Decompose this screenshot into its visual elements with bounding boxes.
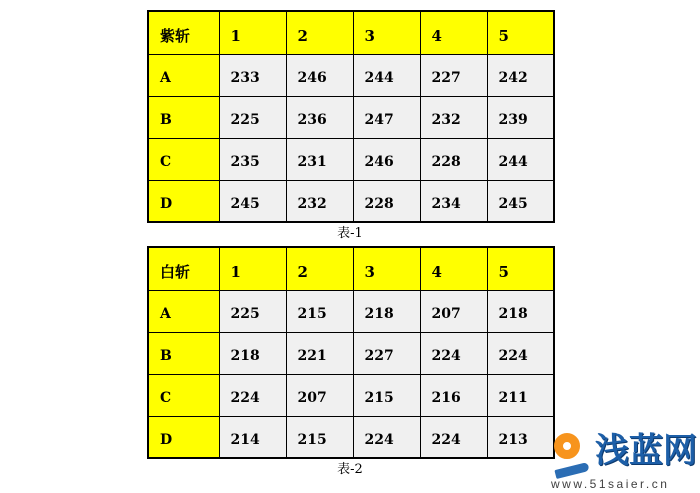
data-cell: 234: [420, 180, 487, 222]
data-cell: 207: [286, 374, 353, 416]
site-watermark: [551, 427, 697, 491]
data-cell: 215: [286, 290, 353, 332]
brand-name: 浅蓝网: [595, 431, 697, 471]
data-cell: 232: [420, 96, 487, 138]
data-cell: 224: [219, 374, 286, 416]
data-cell: 207: [420, 290, 487, 332]
data-cell: 215: [286, 416, 353, 458]
data-cell: 244: [353, 54, 420, 96]
brand-logo: [551, 427, 697, 475]
column-header-cell: 1: [219, 247, 286, 290]
column-header-cell: 4: [420, 247, 487, 290]
table-2: [147, 246, 555, 459]
table-row: [148, 54, 554, 96]
table-1: [147, 10, 555, 223]
data-cell: 216: [420, 374, 487, 416]
data-cell: 245: [219, 180, 286, 222]
data-cell: 228: [353, 180, 420, 222]
row-label-cell: B: [148, 332, 219, 374]
data-cell: 246: [353, 138, 420, 180]
table-row: [148, 374, 554, 416]
row-label-cell: C: [148, 374, 219, 416]
data-cell: 211: [487, 374, 554, 416]
data-cell: 218: [219, 332, 286, 374]
data-cell: 214: [219, 416, 286, 458]
data-cell: 225: [219, 290, 286, 332]
data-cell: 227: [353, 332, 420, 374]
column-header-cell: 5: [487, 11, 554, 54]
table-row: [148, 332, 554, 374]
data-cell: 227: [420, 54, 487, 96]
row-label-cell: B: [148, 96, 219, 138]
data-cell: 218: [487, 290, 554, 332]
data-cell: 215: [353, 374, 420, 416]
column-header-cell: 3: [353, 247, 420, 290]
brand-url: www.51saier.cn: [551, 477, 670, 491]
data-cell: 232: [286, 180, 353, 222]
table-row: [148, 138, 554, 180]
data-cell: 224: [420, 332, 487, 374]
data-cell: 245: [487, 180, 554, 222]
column-header-cell: 3: [353, 11, 420, 54]
data-cell: 247: [353, 96, 420, 138]
column-header-cell: 2: [286, 247, 353, 290]
table-1-caption: 表-1: [337, 226, 363, 241]
table-row: [148, 180, 554, 222]
row-label-cell: D: [148, 180, 219, 222]
q-ring-icon: [554, 433, 580, 459]
data-cell: 233: [219, 54, 286, 96]
column-header-cell: 1: [219, 11, 286, 54]
data-cell: 221: [286, 332, 353, 374]
data-cell: 228: [420, 138, 487, 180]
table-row: [148, 11, 554, 54]
table-row: [148, 416, 554, 458]
data-cell: 224: [353, 416, 420, 458]
table-row: [148, 247, 554, 290]
table-1-title: 紫斩: [148, 11, 219, 54]
column-header-cell: 2: [286, 11, 353, 54]
table-row: [148, 96, 554, 138]
row-label-cell: C: [148, 138, 219, 180]
data-cell: 213: [487, 416, 554, 458]
column-header-cell: 5: [487, 247, 554, 290]
data-cell: 218: [353, 290, 420, 332]
row-label-cell: A: [148, 54, 219, 96]
tables-area: [147, 0, 553, 478]
data-cell: 224: [420, 416, 487, 458]
table-row: [148, 290, 554, 332]
data-cell: 236: [286, 96, 353, 138]
data-cell: 246: [286, 54, 353, 96]
data-cell: 235: [219, 138, 286, 180]
table-2-title: 白斩: [148, 247, 219, 290]
data-cell: 239: [487, 96, 554, 138]
data-cell: 224: [487, 332, 554, 374]
row-label-cell: A: [148, 290, 219, 332]
row-label-cell: D: [148, 416, 219, 458]
table-2-caption: 表-2: [337, 462, 363, 477]
data-cell: 242: [487, 54, 554, 96]
data-cell: 225: [219, 96, 286, 138]
column-header-cell: 4: [420, 11, 487, 54]
data-cell: 231: [286, 138, 353, 180]
data-cell: 244: [487, 138, 554, 180]
